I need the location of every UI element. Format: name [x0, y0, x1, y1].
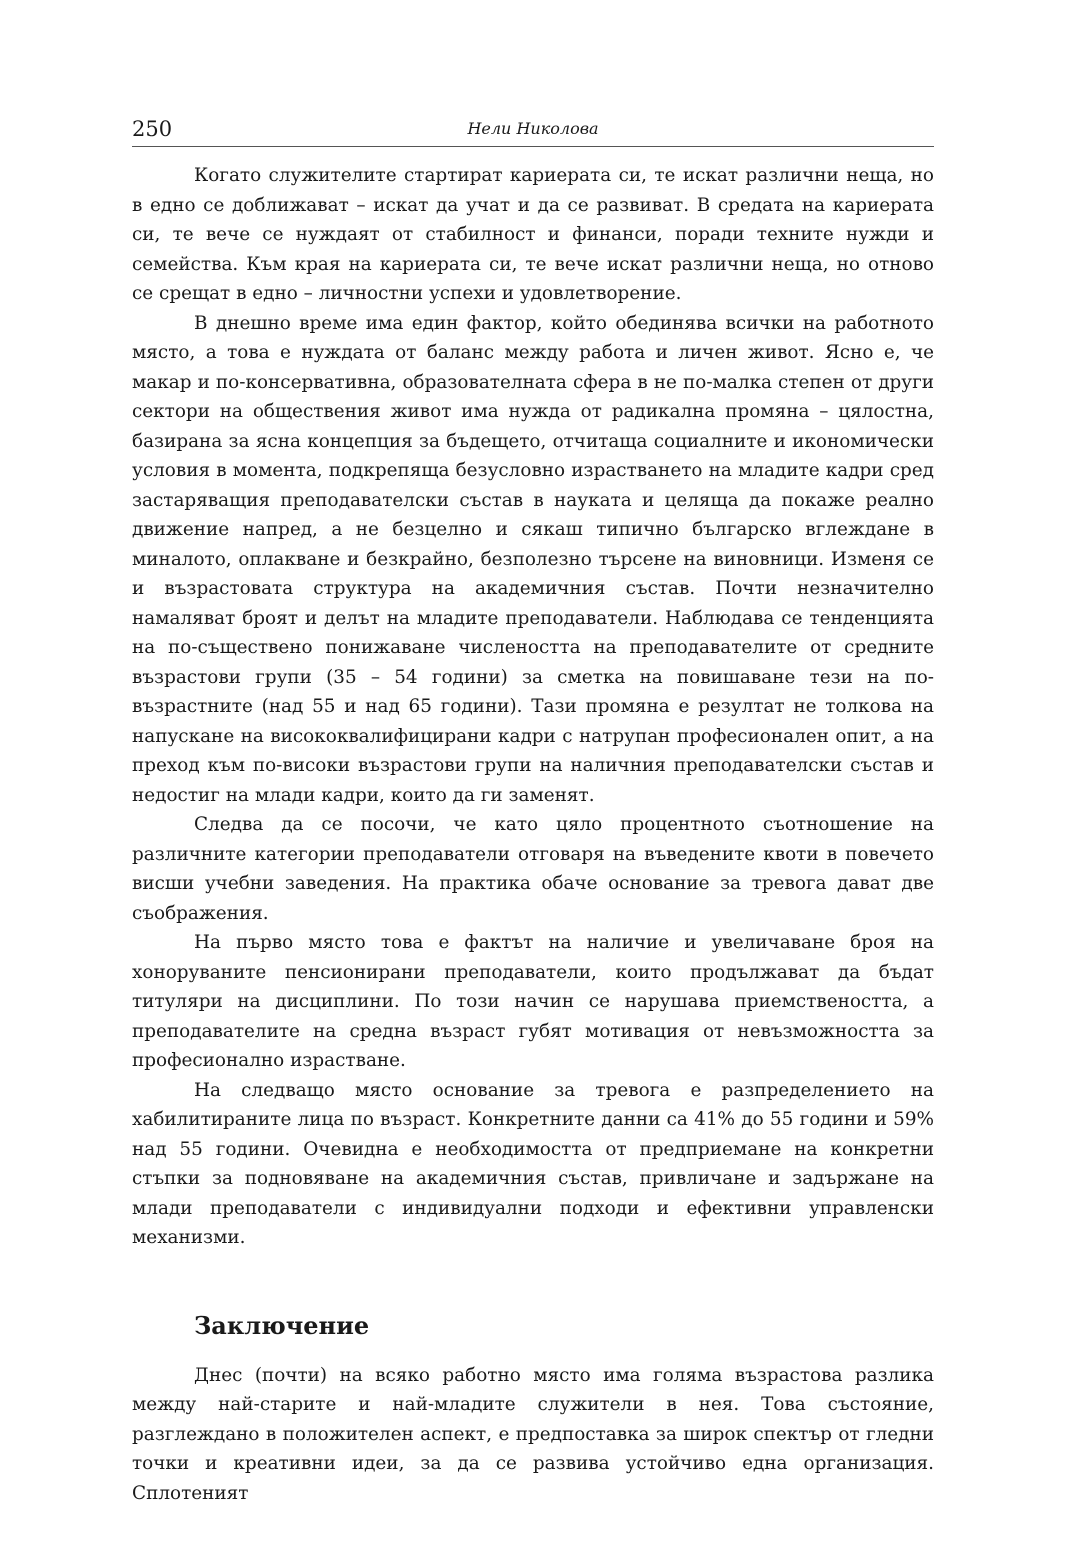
page: [132, 112, 934, 1508]
paragraph: В днешно време има един фактор, който обединява всички на работното място, а това е нуждата от баланс между работа и личен живот. Ясно е, че макар и по-консервативна, образователната сфера в не по-малка степен от други сектори на обществения живот има нужда от радикална промяна – цялостна, базирана за ясна концепция за бъдещето, отчитаща социалните и икономически условия в момента, подкрепяща безусловно израстването на младите кадри сред застаряващия преподавателски състав в науката и целяща да покаже реално движение напред, а не безцелно и сякаш типично българско вглеждане в миналото, оплакване и безкрайно, безполезно търсене на виновници. Изменя се и възрастовата структура на академичния състав. Почти незначително намаляват броят и делът на младите преподаватели. Наблюдава се тенденцията на по-съществено понижаване числеността на преподавателите от средните възрастови групи (35 – 54 години) за сметка на повишаване тези на по-възрастните (над 55 и над 65 години). Тази промяна е резултат не толкова на напускане на висококвалифицирани кадри с натрупан професионален опит, а на преход към по-високи възрастови групи на наличния преподавателски състав и недостиг на млади кадри, които да ги заменят.: [132, 312, 934, 806]
running-header: [132, 112, 934, 147]
running-head-author: Нели Николова: [467, 119, 599, 138]
paragraph: Днес (почти) на всяко работно място има голяма възрастова разлика между най-старите и най-младите служители в нея. Това състояние, разглеждано в положителен аспект, е предпоставка за широк спектър от гледни точки и креативни идеи, за да се развива устойчиво една организация. Сплотеният: [132, 1364, 934, 1504]
page-number: 250: [132, 117, 173, 141]
paragraph: Когато служителите стартират кариерата си, те искат различни неща, но в едно се доближават – искат да учат и да се развиват. В средата на кариерата си, те вече се нуждаят от стабилност и финанси, поради техните нужди и семейства. Към края на кариерата си, те вече искат различни неща, но отново се срещат в едно – личностни успехи и удовлетворение.: [132, 165, 934, 304]
paragraph: На следващо място основание за тревога е разпределението на хабилитираните лица по възраст. Конкретните данни са 41% до 55 години и 59% над 55 години. Очевидна е необходимостта от предприемане на конкретни стъпки за подновяване на академичния състав, привличане и задържане на млади преподаватели с индивидуални подходи и ефективни управленски механизми.: [132, 1079, 934, 1248]
section-heading: Заключение: [194, 1310, 370, 1340]
paragraph: На първо място това е фактът на наличие и увеличаване броя на хоноруваните пенсионирани преподаватели, които продължават да бъдат титуляри на дисциплини. По този начин се нарушава приемствеността, а преподавателите на средна възраст губят мотивация от невъзможността за професионално израстване.: [132, 932, 934, 1071]
paragraph: Следва да се посочи, че като цяло процентното съотношение на различните категории преподаватели отговаря на въведените квоти в повечето висши учебни заведения. На практика обаче основание за тревога дават две съображения.: [132, 814, 934, 924]
body-text: [132, 161, 934, 1508]
